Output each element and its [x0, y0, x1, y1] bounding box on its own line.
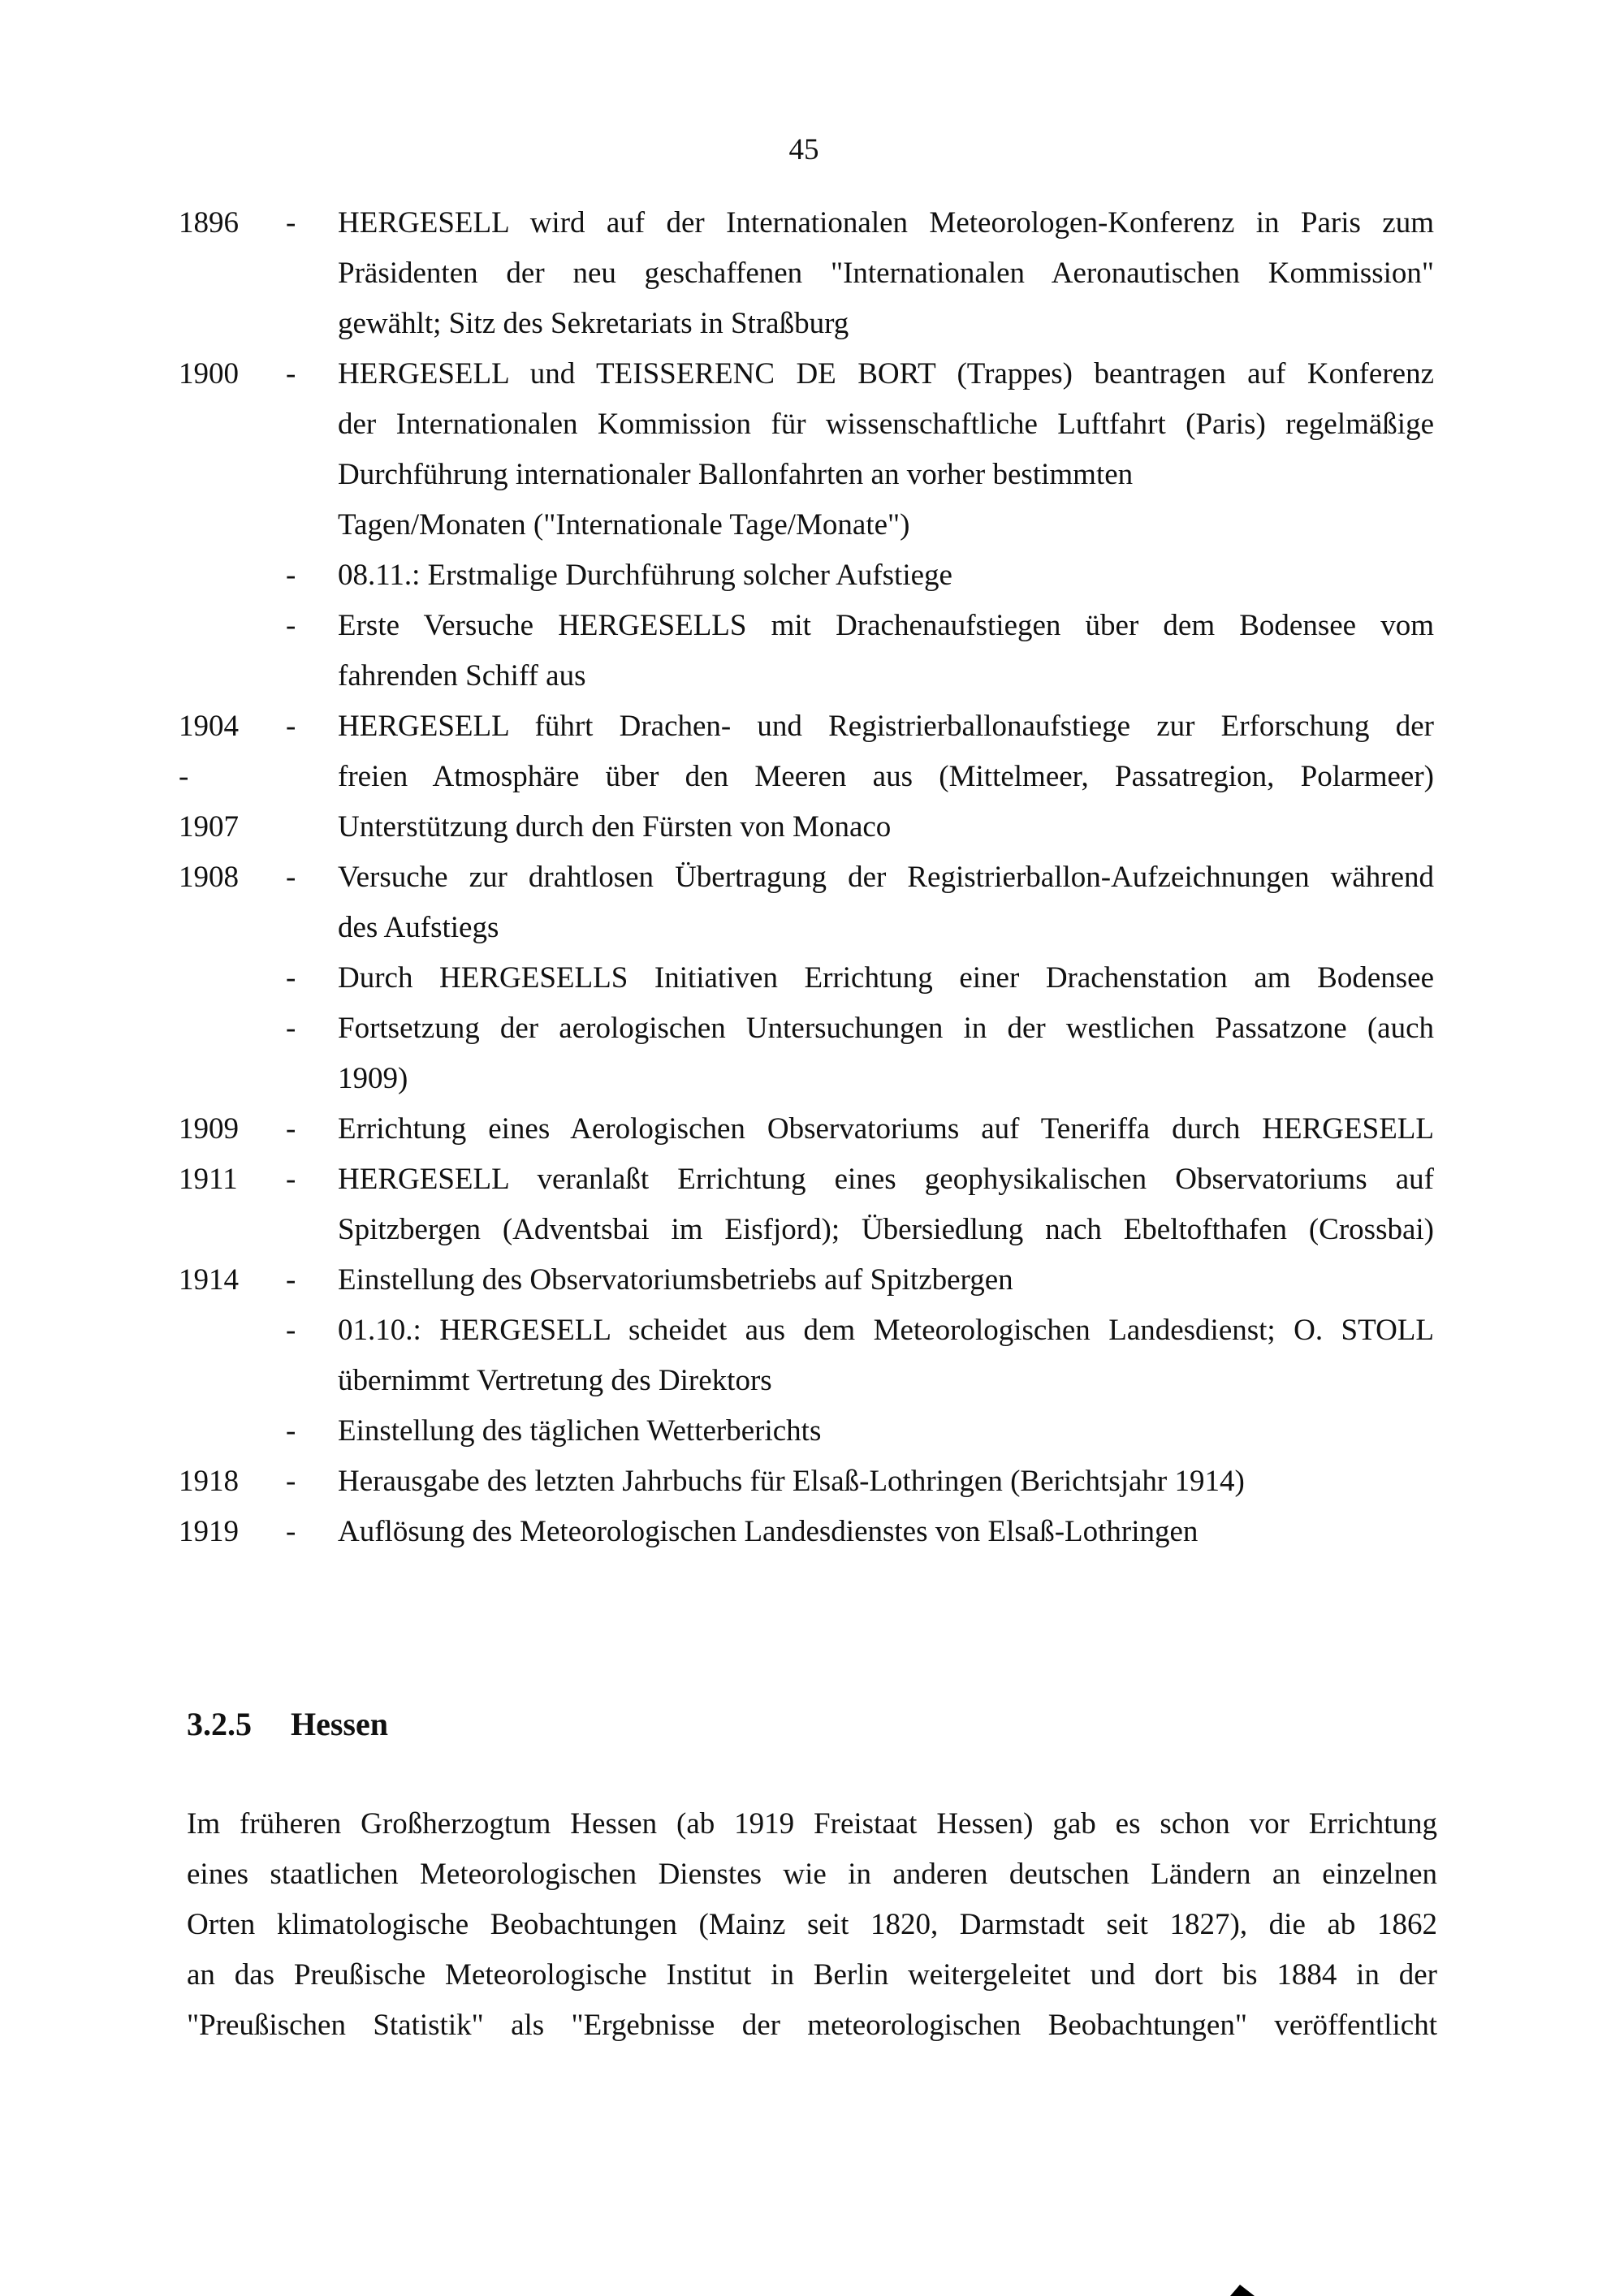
chronology-year: 1911 [179, 1163, 238, 1196]
chronology-dash: - [286, 1012, 296, 1045]
chronology-row [0, 953, 1624, 1003]
chronology-text: der Internationalen Kommission für wissenschaftliche Luftfahrt (Paris) regelmäßige [338, 408, 1434, 441]
chronology-row [0, 349, 1624, 399]
chronology-row [0, 802, 1624, 852]
chronology-year: 1908 [179, 861, 239, 894]
section-number: 3.2.5 [187, 1706, 252, 1742]
chronology-year: - [179, 760, 189, 793]
chronology-text: Durch HERGESELLS Initiativen Errichtung einer Drachenstation am Bodensee [338, 961, 1434, 995]
paragraph-line: "Preußischen Statistik" als "Ergebnisse der meteorologischen Beobachtungen" veröffentlicht [187, 2009, 1437, 2042]
chronology-dash: - [286, 1112, 296, 1146]
chronology-text: HERGESELL und TEISSERENC DE BORT (Trappes) beantragen auf Konferenz [338, 357, 1434, 391]
chronology-text: übernimmt Vertretung des Direktors [338, 1364, 772, 1397]
chronology-dash: - [286, 206, 296, 240]
chronology-row [0, 1507, 1624, 1557]
chronology-text: Erste Versuche HERGESELLS mit Drachenaufstiegen über dem Bodensee vom [338, 609, 1434, 642]
chronology-text: freien Atmosphäre über den Meeren aus (Mittelmeer, Passatregion, Polarmeer) [338, 760, 1434, 793]
chronology-row [0, 903, 1624, 953]
chronology-row [0, 198, 1624, 248]
chronology-text: des Aufstiegs [338, 911, 499, 944]
chronology-row [0, 701, 1624, 752]
chronology-dash: - [286, 1414, 296, 1448]
chronology-dash: - [286, 609, 296, 642]
chronology-year: 1896 [179, 206, 239, 240]
chronology-row [0, 852, 1624, 903]
chronology-dash: - [286, 1465, 296, 1498]
section-title: Hessen [291, 1706, 388, 1742]
chronology-list [0, 198, 1624, 1557]
chronology-row [0, 299, 1624, 349]
chronology-text: Fortsetzung der aerologischen Untersuchungen in der westlichen Passatzone (auch [338, 1012, 1434, 1045]
chronology-text: Spitzbergen (Adventsbai im Eisfjord); Übersiedlung nach Ebeltofthafen (Crossbai) [338, 1213, 1434, 1246]
chronology-dash: - [286, 357, 296, 391]
chronology-row [0, 399, 1624, 450]
chronology-row [0, 1205, 1624, 1255]
chronology-row [0, 1255, 1624, 1306]
chronology-text: fahrenden Schiff aus [338, 659, 586, 693]
chronology-row [0, 1356, 1624, 1406]
section-heading [187, 1705, 388, 1743]
chronology-dash: - [286, 961, 296, 995]
chronology-row [0, 1406, 1624, 1457]
chronology-row [0, 450, 1624, 500]
paragraph-line: Orten klimatologische Beobachtungen (Mainz seit 1820, Darmstadt seit 1827), die ab 1862 [187, 1908, 1437, 1941]
chronology-year: 1909 [179, 1112, 239, 1146]
chronology-text: Versuche zur drahtlosen Übertragung der Registrierballon-Aufzeichnungen während [338, 861, 1434, 894]
chronology-row [0, 1154, 1624, 1205]
chronology-text: Einstellung des Observatoriumsbetriebs auf Spitzbergen [338, 1263, 1013, 1297]
paragraph-line: Im früheren Großherzogtum Hessen (ab 1919 Freistaat Hessen) gab es schon vor Errichtung [187, 1807, 1437, 1841]
chronology-text: Tagen/Monaten ("Internationale Tage/Monate") [338, 508, 910, 542]
chronology-row [0, 752, 1624, 802]
chronology-dash: - [286, 1163, 296, 1196]
chronology-text: Errichtung eines Aerologischen Observatoriums auf Teneriffa durch HERGESELL [338, 1112, 1434, 1146]
chronology-text: 08.11.: Erstmalige Durchführung solcher Aufstiege [338, 559, 952, 592]
chronology-text: Einstellung des täglichen Wetterberichts [338, 1414, 822, 1448]
chronology-row [0, 248, 1624, 299]
chronology-text: Auflösung des Meteorologischen Landesdienstes von Elsaß-Lothringen [338, 1515, 1199, 1548]
chronology-year: 1918 [179, 1465, 239, 1498]
chronology-year: 1904 [179, 710, 239, 743]
chronology-dash: - [286, 710, 296, 743]
chronology-row [0, 1457, 1624, 1507]
chronology-row [0, 1306, 1624, 1356]
chronology-dash: - [286, 861, 296, 894]
body-paragraph [187, 1799, 1437, 2051]
chronology-row [0, 550, 1624, 601]
chronology-row [0, 601, 1624, 651]
chronology-text: Unterstützung durch den Fürsten von Monaco [338, 810, 892, 844]
chronology-text: HERGESELL führt Drachen- und Registrierballonaufstiege zur Erforschung der [338, 710, 1434, 743]
chronology-text: gewählt; Sitz des Sekretariats in Straßburg [338, 307, 849, 340]
chronology-year: 1914 [179, 1263, 239, 1297]
chronology-row [0, 1054, 1624, 1104]
chronology-dash: - [286, 1314, 296, 1347]
chronology-text: 01.10.: HERGESELL scheidet aus dem Meteorologischen Landesdienst; O. STOLL [338, 1314, 1434, 1347]
chronology-text: 1909) [338, 1062, 408, 1095]
scan-artifact [1230, 2285, 1255, 2296]
chronology-row [0, 1003, 1624, 1054]
paragraph-line: eines staatlichen Meteorologischen Dienstes wie in anderen deutschen Ländern an einzelnen [187, 1858, 1437, 1891]
chronology-text: Durchführung internationaler Ballonfahrten an vorher bestimmten [338, 458, 1134, 491]
chronology-text: Präsidenten der neu geschaffenen "Internationalen Aeronautischen Kommission" [338, 257, 1434, 290]
chronology-text: HERGESELL veranlaßt Errichtung eines geophysikalischen Observatoriums auf [338, 1163, 1434, 1196]
chronology-year: 1900 [179, 357, 239, 391]
chronology-row [0, 651, 1624, 701]
page-number: 45 [788, 133, 819, 166]
chronology-dash: - [286, 1515, 296, 1548]
chronology-row [0, 1104, 1624, 1154]
chronology-row [0, 500, 1624, 550]
chronology-year: 1919 [179, 1515, 239, 1548]
chronology-dash: - [286, 1263, 296, 1297]
chronology-dash: - [286, 559, 296, 592]
paragraph-line: an das Preußische Meteorologische Institut in Berlin weitergeleitet und dort bis 1884 in der [187, 1958, 1437, 1992]
chronology-text: HERGESELL wird auf der Internationalen Meteorologen-Konferenz in Paris zum [338, 206, 1434, 240]
chronology-year: 1907 [179, 810, 239, 844]
chronology-text: Herausgabe des letzten Jahrbuchs für Elsaß-Lothringen (Berichtsjahr 1914) [338, 1465, 1245, 1498]
